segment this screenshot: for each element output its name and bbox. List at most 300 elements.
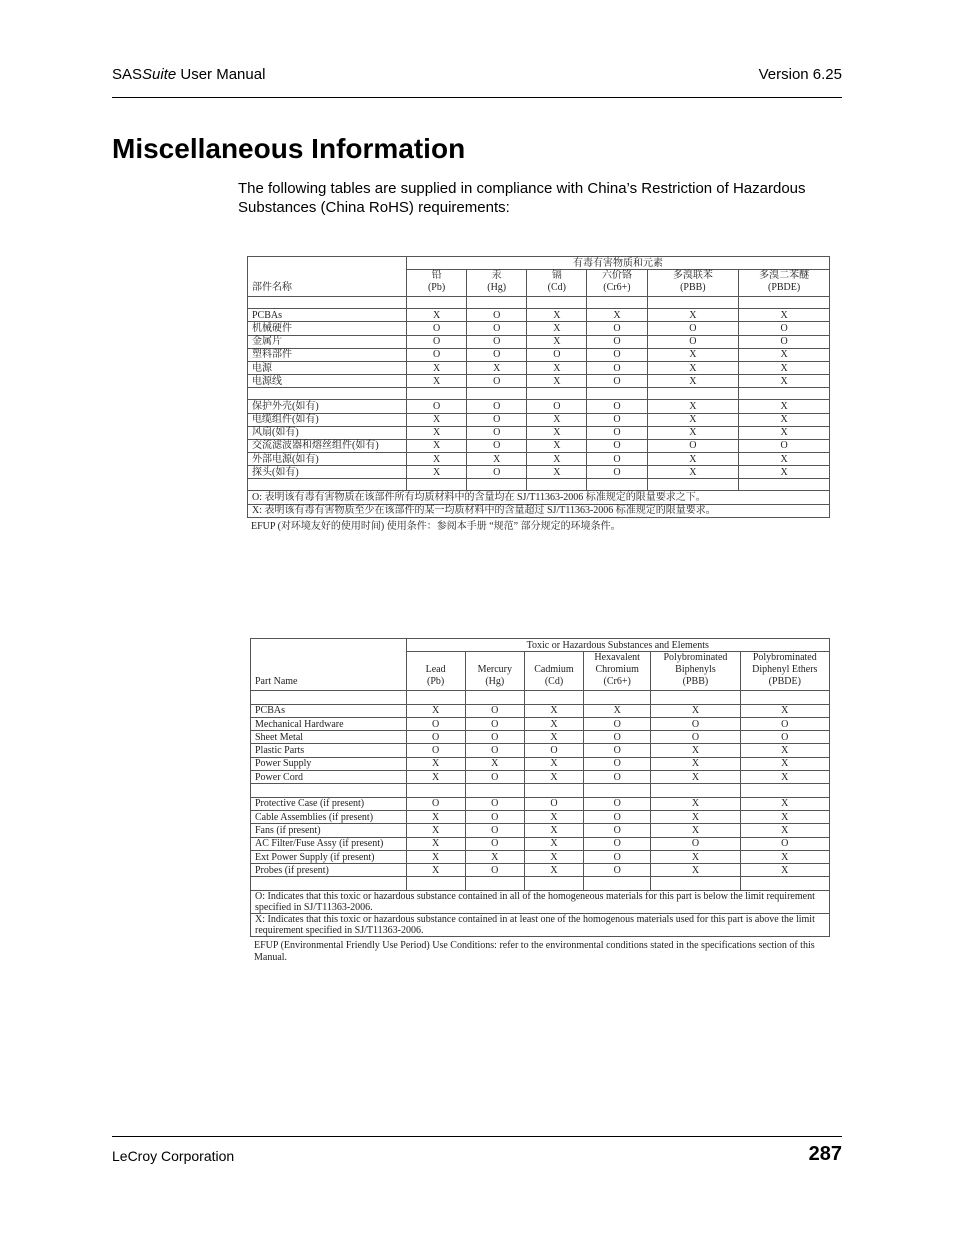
substance-value-cell: X bbox=[527, 413, 587, 426]
substance-value-cell: X bbox=[739, 413, 830, 426]
substance-value-cell: O bbox=[465, 810, 524, 823]
part-name-cell: Sheet Metal bbox=[251, 731, 407, 744]
substance-value-cell: X bbox=[465, 757, 524, 770]
substance-symbol: (PBDE) bbox=[767, 282, 801, 294]
substance-name: Lead bbox=[425, 664, 446, 676]
substance-value-cell: X bbox=[527, 453, 587, 466]
substance-value-cell: X bbox=[740, 824, 829, 837]
empty-cell bbox=[527, 297, 587, 309]
part-name-cell: 探头(如有) bbox=[248, 466, 407, 479]
table-row bbox=[251, 837, 830, 850]
substance-column-header bbox=[527, 270, 587, 297]
substance-value-cell: X bbox=[524, 824, 583, 837]
substance-value-cell: O bbox=[527, 348, 587, 361]
substance-value-cell: O bbox=[739, 439, 830, 452]
empty-cell bbox=[651, 784, 740, 797]
substance-value-cell: X bbox=[406, 757, 465, 770]
substance-value-cell: O bbox=[651, 731, 740, 744]
substance-value-cell: X bbox=[524, 810, 583, 823]
empty-cell bbox=[647, 479, 739, 491]
substance-value-cell: X bbox=[740, 704, 829, 717]
substance-name: Cadmium bbox=[534, 664, 574, 676]
substance-name: 汞 bbox=[491, 270, 502, 282]
part-name-cell: Probes (if present) bbox=[251, 864, 407, 877]
empty-cell bbox=[587, 388, 647, 400]
empty-cell bbox=[527, 479, 587, 491]
substance-value-cell: O bbox=[467, 309, 527, 322]
substance-group-header: 有毒有害物质和元素 bbox=[407, 257, 830, 270]
substance-value-cell: X bbox=[740, 771, 829, 784]
substance-value-cell: O bbox=[584, 717, 651, 730]
table-row bbox=[251, 824, 830, 837]
substance-value-cell: O bbox=[587, 335, 647, 348]
substance-column-header bbox=[651, 652, 740, 691]
part-name-cell: 塑料部件 bbox=[248, 348, 407, 361]
table-row bbox=[251, 810, 830, 823]
substance-value-cell: O bbox=[465, 824, 524, 837]
substance-value-cell: X bbox=[407, 453, 467, 466]
empty-cell bbox=[406, 691, 465, 704]
note-o: O: Indicates that this toxic or hazardous substance contained in all of the homogeneous materials for this part is below the limit requirement specified in SJ/T11363-2006. bbox=[251, 890, 830, 913]
table-row bbox=[248, 413, 830, 426]
substance-value-cell: O bbox=[524, 797, 583, 810]
substance-value-cell: O bbox=[465, 864, 524, 877]
substance-value-cell: O bbox=[740, 717, 829, 730]
empty-cell bbox=[740, 877, 829, 890]
rohs-table bbox=[247, 256, 830, 518]
substance-value-cell: X bbox=[740, 850, 829, 863]
substance-column-header bbox=[587, 270, 647, 297]
substance-value-cell: O bbox=[406, 731, 465, 744]
substance-symbol: (Hg) bbox=[487, 282, 507, 294]
table-row bbox=[248, 348, 830, 361]
substance-value-cell: X bbox=[406, 824, 465, 837]
substance-value-cell: O bbox=[407, 400, 467, 413]
substance-value-cell: X bbox=[467, 453, 527, 466]
substance-column-header bbox=[584, 652, 651, 691]
substance-value-cell: O bbox=[406, 797, 465, 810]
substance-value-cell: X bbox=[527, 361, 587, 374]
substance-value-cell: O bbox=[587, 348, 647, 361]
part-name-cell: 机械硬件 bbox=[248, 322, 407, 335]
substance-value-cell: X bbox=[524, 850, 583, 863]
substance-value-cell: X bbox=[406, 704, 465, 717]
empty-cell bbox=[524, 784, 583, 797]
part-name-header: Part Name bbox=[251, 639, 407, 691]
substance-value-cell: X bbox=[407, 413, 467, 426]
empty-cell bbox=[407, 297, 467, 309]
substance-value-cell: X bbox=[651, 771, 740, 784]
part-name-cell: Protective Case (if present) bbox=[251, 797, 407, 810]
china-rohs-table-english bbox=[250, 638, 830, 964]
part-name-cell: PCBAs bbox=[248, 309, 407, 322]
part-name-cell: Plastic Parts bbox=[251, 744, 407, 757]
substance-value-cell: O bbox=[584, 864, 651, 877]
substance-column-header bbox=[739, 270, 830, 297]
empty-cell bbox=[584, 691, 651, 704]
substance-column-header bbox=[647, 270, 739, 297]
substance-value-cell: X bbox=[651, 810, 740, 823]
substance-value-cell: X bbox=[740, 797, 829, 810]
substance-symbol: (PBDE) bbox=[768, 676, 801, 688]
substance-value-cell: X bbox=[584, 704, 651, 717]
substance-value-cell: X bbox=[406, 864, 465, 877]
substance-value-cell: O bbox=[647, 335, 739, 348]
substance-value-cell: O bbox=[740, 837, 829, 850]
substance-symbol: (PBB) bbox=[682, 676, 709, 688]
substance-column-header bbox=[467, 270, 527, 297]
spacer-row bbox=[248, 479, 830, 491]
table-row bbox=[248, 375, 830, 388]
substance-name: 六价铬 bbox=[601, 270, 632, 282]
substance-value-cell: O bbox=[584, 797, 651, 810]
version-label: Version 6.25 bbox=[758, 66, 842, 83]
substance-symbol: (Cr6+) bbox=[603, 282, 631, 294]
substance-value-cell: O bbox=[587, 466, 647, 479]
empty-cell bbox=[406, 784, 465, 797]
substance-value-cell: O bbox=[467, 439, 527, 452]
substance-value-cell: O bbox=[584, 757, 651, 770]
substance-column-header bbox=[465, 652, 524, 691]
table-row bbox=[248, 400, 830, 413]
manual-title: SASSuite User Manual bbox=[112, 66, 266, 83]
empty-cell bbox=[584, 784, 651, 797]
substance-value-cell: X bbox=[739, 309, 830, 322]
empty-cell bbox=[248, 388, 407, 400]
substance-value-cell: O bbox=[467, 335, 527, 348]
spacer-row bbox=[248, 388, 830, 400]
substance-value-cell: O bbox=[584, 810, 651, 823]
table-row bbox=[251, 704, 830, 717]
substance-value-cell: X bbox=[651, 824, 740, 837]
efup-note: EFUP (Environmental Friendly Use Period) Use Conditions: refer to the environmental conditions stated in the specifications section of this Manual. bbox=[254, 939, 815, 963]
substance-value-cell: X bbox=[647, 361, 739, 374]
substance-value-cell: O bbox=[739, 322, 830, 335]
substance-value-cell: O bbox=[739, 335, 830, 348]
substance-value-cell: X bbox=[527, 335, 587, 348]
substance-value-cell: X bbox=[740, 757, 829, 770]
substance-value-cell: X bbox=[739, 453, 830, 466]
note-o-row bbox=[248, 491, 830, 504]
substance-value-cell: O bbox=[465, 837, 524, 850]
footer-divider bbox=[112, 1136, 842, 1137]
substance-value-cell: O bbox=[587, 426, 647, 439]
substance-value-cell: O bbox=[584, 850, 651, 863]
empty-cell bbox=[524, 691, 583, 704]
part-name-cell: 保护外壳(如有) bbox=[248, 400, 407, 413]
substance-value-cell: O bbox=[651, 837, 740, 850]
part-name-cell: 交流滤波器和熔丝组件(如有) bbox=[248, 439, 407, 452]
substance-column-header bbox=[406, 652, 465, 691]
substance-value-cell: X bbox=[587, 309, 647, 322]
substance-value-cell: O bbox=[465, 704, 524, 717]
substance-value-cell: X bbox=[406, 810, 465, 823]
substance-value-cell: O bbox=[647, 322, 739, 335]
table-row bbox=[248, 309, 830, 322]
substance-symbol: (PBB) bbox=[680, 282, 706, 294]
substance-value-cell: O bbox=[647, 439, 739, 452]
substance-name: 铅 bbox=[431, 270, 442, 282]
substance-value-cell: O bbox=[465, 744, 524, 757]
part-name-cell: Power Cord bbox=[251, 771, 407, 784]
table-row bbox=[248, 322, 830, 335]
substance-name: 多溴二苯醚 bbox=[759, 270, 810, 282]
efup-note: EFUP (对环境友好的使用时间) 使用条件：参阅本手册 “规范” 部分规定的环境条件。 bbox=[251, 520, 621, 532]
empty-cell bbox=[407, 479, 467, 491]
empty-cell bbox=[251, 691, 407, 704]
substance-value-cell: X bbox=[527, 426, 587, 439]
substance-value-cell: O bbox=[465, 731, 524, 744]
substance-value-cell: X bbox=[739, 348, 830, 361]
substance-value-cell: O bbox=[587, 453, 647, 466]
substance-value-cell: O bbox=[584, 731, 651, 744]
part-name-header: 部件名称 bbox=[248, 257, 407, 297]
part-name-cell: 外部电源(如有) bbox=[248, 453, 407, 466]
substance-name: 多溴联苯 bbox=[672, 270, 713, 282]
spacer-row bbox=[251, 877, 830, 890]
note-o: O: 表明该有毒有害物质在该部件所有均质材料中的含量均在 SJ/T11363-2006 标准规定的限量要求之下。 bbox=[248, 491, 830, 504]
company-name: LeCroy Corporation bbox=[112, 1148, 235, 1164]
note-o-row bbox=[251, 890, 830, 913]
empty-cell bbox=[739, 388, 830, 400]
substance-symbol: (Pb) bbox=[426, 676, 445, 688]
substance-column-header bbox=[524, 652, 583, 691]
substance-value-cell: O bbox=[527, 400, 587, 413]
substance-symbol: (Cd) bbox=[544, 676, 564, 688]
substance-name: Polybrominated Biphenyls bbox=[663, 652, 728, 676]
substance-name: Polybrominated Diphenyl Ethers bbox=[752, 652, 818, 676]
table-row bbox=[248, 453, 830, 466]
substance-column-header bbox=[740, 652, 829, 691]
substance-value-cell: O bbox=[465, 797, 524, 810]
substance-value-cell: X bbox=[651, 850, 740, 863]
empty-cell bbox=[248, 297, 407, 309]
empty-cell bbox=[465, 691, 524, 704]
substance-value-cell: X bbox=[739, 400, 830, 413]
part-name-cell: Fans (if present) bbox=[251, 824, 407, 837]
table-row bbox=[248, 335, 830, 348]
group-header-row bbox=[248, 257, 830, 270]
substance-value-cell: O bbox=[587, 322, 647, 335]
substance-value-cell: X bbox=[407, 439, 467, 452]
empty-cell bbox=[465, 877, 524, 890]
substance-value-cell: O bbox=[467, 400, 527, 413]
substance-value-cell: O bbox=[467, 426, 527, 439]
substance-value-cell: X bbox=[739, 375, 830, 388]
part-name-cell: Cable Assemblies (if present) bbox=[251, 810, 407, 823]
substance-value-cell: O bbox=[407, 322, 467, 335]
substance-value-cell: X bbox=[524, 717, 583, 730]
empty-cell bbox=[467, 388, 527, 400]
note-x: X: 表明该有毒有害物质至少在该部件的某一均质材料中的含量超过 SJ/T11363-2006 标准规定的限量要求。 bbox=[248, 504, 830, 517]
substance-value-cell: X bbox=[647, 466, 739, 479]
substance-value-cell: O bbox=[467, 466, 527, 479]
empty-cell bbox=[406, 877, 465, 890]
empty-cell bbox=[248, 479, 407, 491]
substance-value-cell: X bbox=[739, 466, 830, 479]
substance-value-cell: X bbox=[651, 757, 740, 770]
note-x-row bbox=[248, 504, 830, 517]
substance-value-cell: X bbox=[647, 426, 739, 439]
substance-value-cell: X bbox=[647, 413, 739, 426]
substance-value-cell: O bbox=[467, 375, 527, 388]
substance-value-cell: X bbox=[524, 704, 583, 717]
substance-value-cell: O bbox=[587, 361, 647, 374]
substance-value-cell: X bbox=[524, 864, 583, 877]
substance-group-header: Toxic or Hazardous Substances and Elements bbox=[406, 639, 829, 652]
substance-symbol: (Pb) bbox=[427, 282, 446, 294]
empty-cell bbox=[587, 479, 647, 491]
substance-value-cell: O bbox=[406, 744, 465, 757]
substance-value-cell: O bbox=[467, 413, 527, 426]
substance-value-cell: X bbox=[407, 375, 467, 388]
substance-value-cell: X bbox=[406, 850, 465, 863]
substance-value-cell: O bbox=[651, 717, 740, 730]
substance-value-cell: X bbox=[527, 466, 587, 479]
substance-value-cell: X bbox=[740, 810, 829, 823]
substance-value-cell: O bbox=[407, 335, 467, 348]
table-row bbox=[251, 850, 830, 863]
substance-value-cell: X bbox=[527, 309, 587, 322]
empty-cell bbox=[467, 297, 527, 309]
part-name-cell: 电源线 bbox=[248, 375, 407, 388]
part-name-cell: 风扇(如有) bbox=[248, 426, 407, 439]
empty-cell bbox=[651, 877, 740, 890]
substance-value-cell: O bbox=[584, 771, 651, 784]
substance-value-cell: X bbox=[647, 453, 739, 466]
substance-value-cell: X bbox=[651, 744, 740, 757]
empty-cell bbox=[465, 784, 524, 797]
substance-value-cell: O bbox=[587, 400, 647, 413]
substance-value-cell: O bbox=[740, 731, 829, 744]
part-name-cell: Power Supply bbox=[251, 757, 407, 770]
note-x: X: Indicates that this toxic or hazardous substance contained in at least one of the homogenous materials used for this part is above the limit requirement specified in SJ/T11363-2006. bbox=[251, 913, 830, 936]
table-row bbox=[251, 864, 830, 877]
spacer-row bbox=[248, 297, 830, 309]
substance-value-cell: O bbox=[406, 717, 465, 730]
substance-name: Mercury bbox=[477, 664, 513, 676]
table-row bbox=[251, 771, 830, 784]
part-name-cell: Ext Power Supply (if present) bbox=[251, 850, 407, 863]
spacer-row bbox=[251, 784, 830, 797]
substance-value-cell: X bbox=[407, 426, 467, 439]
substance-value-cell: O bbox=[584, 824, 651, 837]
note-x-row bbox=[251, 913, 830, 936]
table-row bbox=[251, 717, 830, 730]
substance-value-cell: X bbox=[467, 361, 527, 374]
part-name-cell: 金属片 bbox=[248, 335, 407, 348]
substance-value-cell: O bbox=[587, 439, 647, 452]
substance-value-cell: O bbox=[465, 717, 524, 730]
table-row bbox=[248, 361, 830, 374]
substance-value-cell: X bbox=[647, 309, 739, 322]
table-row bbox=[251, 731, 830, 744]
substance-value-cell: O bbox=[584, 837, 651, 850]
empty-cell bbox=[527, 388, 587, 400]
empty-cell bbox=[647, 388, 739, 400]
substance-value-cell: X bbox=[406, 771, 465, 784]
page-title: Miscellaneous Information bbox=[112, 133, 466, 164]
group-header-row bbox=[251, 639, 830, 652]
substance-value-cell: X bbox=[739, 361, 830, 374]
substance-value-cell: O bbox=[587, 413, 647, 426]
empty-cell bbox=[251, 877, 407, 890]
part-name-cell: 电源 bbox=[248, 361, 407, 374]
substance-value-cell: X bbox=[647, 375, 739, 388]
substance-value-cell: X bbox=[527, 322, 587, 335]
empty-cell bbox=[740, 691, 829, 704]
substance-value-cell: O bbox=[587, 375, 647, 388]
substance-value-cell: O bbox=[467, 348, 527, 361]
substance-value-cell: X bbox=[739, 426, 830, 439]
empty-cell bbox=[739, 479, 830, 491]
table-row bbox=[251, 797, 830, 810]
table-row bbox=[248, 426, 830, 439]
substance-value-cell: X bbox=[524, 837, 583, 850]
substance-value-cell: O bbox=[584, 744, 651, 757]
substance-value-cell: X bbox=[407, 466, 467, 479]
substance-value-cell: X bbox=[406, 837, 465, 850]
rohs-table bbox=[250, 638, 830, 937]
substance-value-cell: O bbox=[524, 744, 583, 757]
part-name-cell: Mechanical Hardware bbox=[251, 717, 407, 730]
table-row bbox=[251, 757, 830, 770]
substance-value-cell: X bbox=[465, 850, 524, 863]
empty-cell bbox=[467, 479, 527, 491]
empty-cell bbox=[587, 297, 647, 309]
substance-name: Hexavalent Chromium bbox=[594, 652, 640, 676]
substance-value-cell: X bbox=[651, 864, 740, 877]
table-row bbox=[248, 439, 830, 452]
substance-value-cell: X bbox=[524, 757, 583, 770]
substance-value-cell: X bbox=[740, 864, 829, 877]
substance-value-cell: O bbox=[465, 771, 524, 784]
page-number: 287 bbox=[808, 1143, 842, 1165]
substance-value-cell: X bbox=[740, 744, 829, 757]
spacer-row bbox=[251, 691, 830, 704]
substance-value-cell: X bbox=[527, 439, 587, 452]
substance-value-cell: X bbox=[524, 731, 583, 744]
part-name-cell: AC Filter/Fuse Assy (if present) bbox=[251, 837, 407, 850]
substance-symbol: (Hg) bbox=[485, 676, 505, 688]
china-rohs-table-chinese bbox=[247, 256, 830, 533]
substance-symbol: (Cr6+) bbox=[603, 676, 631, 688]
substance-column-header bbox=[407, 270, 467, 297]
empty-cell bbox=[740, 784, 829, 797]
part-name-cell: 电缆组件(如有) bbox=[248, 413, 407, 426]
table-row bbox=[251, 744, 830, 757]
header-divider bbox=[112, 97, 842, 98]
empty-cell bbox=[251, 784, 407, 797]
empty-cell bbox=[407, 388, 467, 400]
substance-value-cell: O bbox=[407, 348, 467, 361]
intro-paragraph: The following tables are supplied in compliance with China’s Restriction of Hazardous Substances (China RoHS) requirements: bbox=[238, 180, 806, 216]
empty-cell bbox=[584, 877, 651, 890]
empty-cell bbox=[647, 297, 739, 309]
substance-value-cell: X bbox=[524, 771, 583, 784]
substance-value-cell: X bbox=[647, 348, 739, 361]
table-row bbox=[248, 466, 830, 479]
substance-value-cell: X bbox=[651, 797, 740, 810]
substance-value-cell: O bbox=[467, 322, 527, 335]
empty-cell bbox=[524, 877, 583, 890]
substance-value-cell: X bbox=[407, 361, 467, 374]
empty-cell bbox=[739, 297, 830, 309]
substance-value-cell: X bbox=[407, 309, 467, 322]
substance-value-cell: X bbox=[651, 704, 740, 717]
substance-symbol: (Cd) bbox=[547, 282, 566, 294]
empty-cell bbox=[651, 691, 740, 704]
